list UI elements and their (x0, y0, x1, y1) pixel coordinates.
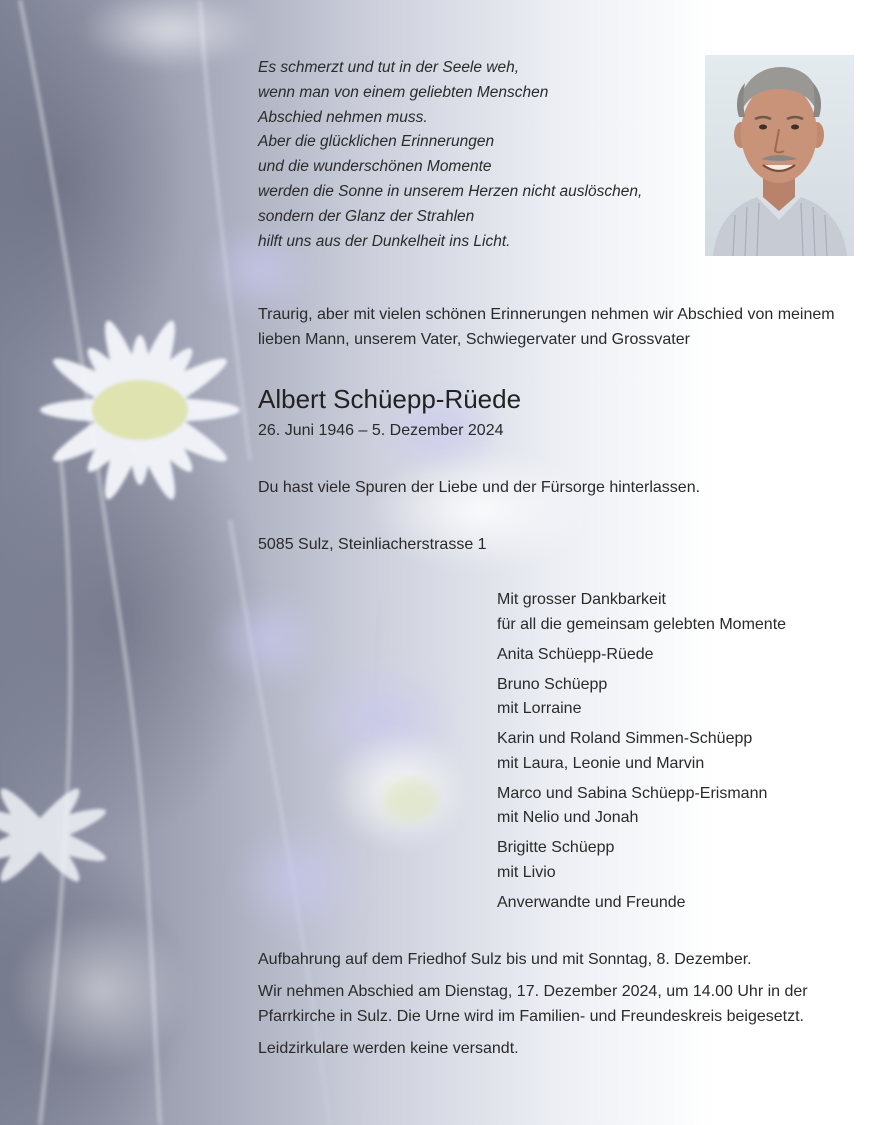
mourner-group (497, 782, 877, 831)
mourners-list (497, 588, 877, 921)
life-dates: 26. Juni 1946 – 5. Dezember 2024 (258, 422, 504, 439)
poem-line: und die wunderschönen Momente (258, 158, 492, 176)
poem-line: Aber die glücklichen Erinnerungen (258, 133, 495, 151)
gratitude-line: Mit grosser Dankbarkeit (497, 591, 666, 608)
portrait-illustration (705, 55, 854, 256)
deceased-name: Albert Schüepp-Rüede (258, 384, 522, 414)
gratitude-line: für all die gemeinsam gelebten Momente (497, 615, 787, 633)
circulars-note: Leidzirkulare werden keine versandt. (258, 1040, 519, 1057)
intro-text: Traurig, aber mit vielen schönen Erinnerungen nehmen wir Abschied von meinem lieben Mann, unserem Vater, Schwiegervater und Grossvater (258, 306, 835, 348)
poem-line: hilft uns aus der Dunkelheit ins Licht. (258, 232, 511, 250)
poem-line: wenn man von einem geliebten Menschen (258, 83, 549, 101)
mourner-companions: mit Livio (497, 863, 556, 881)
mourner-name: Brigitte Schüepp (497, 839, 615, 856)
poem-line: sondern der Glanz der Strahlen (258, 207, 475, 225)
mourner-name: Marco und Sabina Schüepp-Erismann (497, 784, 768, 802)
mourner-companions: mit Laura, Leonie und Marvin (497, 754, 705, 772)
mourner-companions: mit Lorraine (497, 700, 582, 717)
mourner-group (497, 643, 877, 668)
address: 5085 Sulz, Steinliacherstrasse 1 (258, 536, 487, 553)
mourner-group (497, 836, 877, 885)
mourner-name: Anverwandte und Freunde (497, 893, 686, 911)
mourner-name: Anita Schüepp-Rüede (497, 645, 654, 663)
mourner-group (497, 891, 877, 916)
ceremony-notes (258, 947, 848, 1068)
poem-line: Abschied nehmen muss. (258, 108, 428, 126)
portrait-photo (705, 55, 854, 256)
mourner-companions: mit Nelio und Jonah (497, 809, 639, 826)
mourner-group (497, 673, 877, 722)
gratitude-block (497, 588, 877, 637)
memorial-poem (258, 56, 698, 254)
mourner-name: Karin und Roland Simmen-Schüepp (497, 730, 753, 747)
poem-line: Es schmerzt und tut in der Seele weh, (258, 59, 520, 76)
viewing-note: Aufbahrung auf dem Friedhof Sulz bis und mit Sonntag, 8. Dezember. (258, 951, 752, 968)
poem-line: werden die Sonne in unserem Herzen nicht auslöschen, (258, 182, 643, 200)
ceremony-note: Wir nehmen Abschied am Dienstag, 17. Dezember 2024, um 14.00 Uhr in der Pfarrkirche in Sulz. Die Urne wird im Familien- und Freundeskreis beigesetzt. (258, 983, 808, 1025)
mourner-name: Bruno Schüepp (497, 675, 608, 693)
mourner-group (497, 727, 877, 776)
traces-text: Du hast viele Spuren der Liebe und der Fürsorge hinterlassen. (258, 479, 701, 496)
